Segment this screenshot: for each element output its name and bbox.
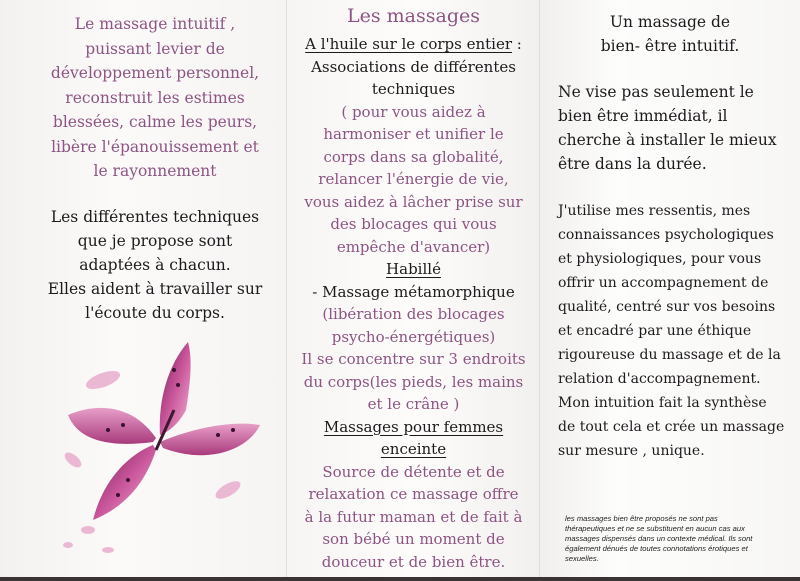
text-line bbox=[287, 168, 540, 191]
text-line bbox=[558, 319, 784, 343]
text-line bbox=[287, 123, 540, 146]
text-line bbox=[30, 205, 280, 229]
line-text: de tout cela et crée un massage bbox=[558, 419, 785, 435]
line-text: et le crâne ) bbox=[367, 395, 460, 413]
line-text: Un massage de bbox=[609, 13, 731, 31]
lower-left-wing bbox=[93, 445, 156, 520]
line-text: cherche à installer le mieux bbox=[558, 131, 777, 149]
text-line bbox=[540, 10, 800, 34]
line-suffix: : bbox=[512, 35, 522, 53]
line-text: adaptées à chacun. bbox=[79, 256, 231, 274]
line-text: relancer l'énergie de vie, bbox=[318, 170, 509, 188]
underlined-heading: enceinte bbox=[380, 440, 447, 458]
text-line bbox=[30, 253, 280, 277]
line-text: Il se concentre sur 3 endroits bbox=[301, 350, 526, 368]
line-text: Ne vise pas seulement le bbox=[558, 83, 754, 101]
text-line bbox=[558, 271, 784, 295]
text-line bbox=[287, 393, 540, 416]
line-text: blessées, calme les peurs, bbox=[52, 113, 258, 131]
massages-list bbox=[287, 33, 540, 573]
line-text: et encadré par une éthique bbox=[558, 323, 752, 339]
line-text: que je propose sont bbox=[77, 232, 233, 250]
text-line bbox=[287, 281, 540, 304]
line-text: Elles aident à travailler sur bbox=[47, 280, 263, 298]
text-line bbox=[30, 277, 280, 301]
text-line bbox=[558, 367, 784, 391]
butterfly-illustration bbox=[48, 330, 278, 560]
text-line bbox=[287, 78, 540, 101]
text-line bbox=[30, 301, 280, 325]
text-line bbox=[30, 37, 280, 62]
text-line bbox=[558, 247, 784, 271]
disclaimer-line: massages dispensés dans un contexte médical. Ils sont bbox=[565, 534, 753, 543]
line-text: techniques bbox=[371, 80, 456, 98]
techniques-text bbox=[30, 205, 280, 325]
line-text: qualité, centré sur vos besoins bbox=[558, 299, 776, 315]
text-line bbox=[287, 146, 540, 169]
line-text: - Massage métamorphique bbox=[312, 282, 515, 301]
text-line bbox=[287, 326, 540, 349]
upper-left-wing bbox=[68, 408, 156, 444]
disclaimer-line: également dénués de toutes connotations érotiques et bbox=[565, 544, 748, 553]
line-text: développement personnel, bbox=[50, 64, 260, 82]
text-line bbox=[287, 506, 540, 529]
line-text: connaissances psychologiques bbox=[558, 227, 774, 243]
line-text: à la futur maman et de fait à bbox=[304, 507, 523, 526]
line-text: relaxation ce massage offre bbox=[308, 485, 519, 503]
line-text: le rayonnement bbox=[93, 162, 217, 180]
petals bbox=[62, 367, 243, 553]
line-text: des blocages qui vous bbox=[330, 215, 497, 233]
text-line bbox=[287, 438, 540, 461]
text-line bbox=[30, 110, 280, 135]
line-text: Les différentes techniques bbox=[50, 208, 260, 226]
text-line bbox=[558, 391, 784, 415]
text-line bbox=[30, 135, 280, 160]
disclaimer-line: les massages bien être proposés ne sont pas bbox=[565, 514, 718, 523]
disclaimer-line: thérapeutiques et ne se substituent en aucun cas aux bbox=[565, 524, 745, 533]
text-line bbox=[287, 191, 540, 214]
text-line bbox=[287, 483, 540, 506]
underlined-heading: Massages pour femmes bbox=[323, 417, 504, 436]
disclaimer-line: sexuelles. bbox=[565, 554, 599, 563]
approach-text bbox=[558, 199, 784, 463]
text-line bbox=[287, 461, 540, 484]
text-line bbox=[287, 551, 540, 574]
scan-edge bbox=[0, 577, 800, 581]
line-text: offrir un accompagnement de bbox=[558, 275, 769, 291]
right-title bbox=[540, 10, 800, 58]
line-text: bien être immédiat, il bbox=[558, 107, 728, 125]
text-line bbox=[558, 104, 777, 128]
text-line bbox=[558, 223, 784, 247]
line-text: être dans la durée. bbox=[558, 155, 707, 173]
line-text: Le massage intuitif , bbox=[74, 15, 236, 33]
line-text: douceur et de bien être. bbox=[321, 552, 506, 571]
line-text: harmoniser et unifier le bbox=[323, 125, 504, 143]
line-text: ( pour vous aidez à bbox=[341, 102, 486, 121]
text-line bbox=[558, 199, 784, 223]
text-line bbox=[30, 86, 280, 111]
line-text: vous aidez à lâcher prise sur bbox=[304, 192, 523, 211]
line-text: psycho-énergétiques) bbox=[331, 327, 496, 346]
upper-right-wing bbox=[160, 342, 191, 435]
left-panel bbox=[0, 0, 287, 577]
line-text: (libération des blocages bbox=[322, 305, 505, 323]
line-text: Associations de différentes bbox=[311, 57, 516, 76]
text-line bbox=[558, 295, 784, 319]
line-text: du corps(les pieds, les mains bbox=[303, 372, 524, 391]
text-line bbox=[287, 371, 540, 394]
line-text: son bébé un moment de bbox=[322, 530, 505, 548]
text-line bbox=[287, 101, 540, 124]
text-line bbox=[558, 80, 777, 104]
line-text: rigoureuse du massage et de la bbox=[558, 347, 781, 363]
text-line bbox=[287, 236, 540, 259]
lower-right-wing bbox=[160, 424, 260, 456]
text-line bbox=[287, 528, 540, 551]
line-text: puissant levier de bbox=[85, 39, 225, 58]
text-line bbox=[558, 152, 777, 176]
line-text: reconstruit les estimes bbox=[65, 88, 245, 107]
line-text: l'écoute du corps. bbox=[85, 304, 225, 322]
text-line bbox=[558, 439, 784, 463]
aim-text bbox=[558, 80, 777, 176]
line-text: relation d'accompagnement. bbox=[558, 371, 761, 387]
line-text: sur mesure , unique. bbox=[558, 443, 705, 459]
line-text: J'utilise mes ressentis, mes bbox=[558, 203, 751, 219]
text-line bbox=[30, 12, 280, 37]
text-line bbox=[287, 303, 540, 326]
text-line bbox=[287, 213, 540, 236]
text-line bbox=[30, 159, 280, 184]
text-line bbox=[558, 128, 777, 152]
intro-text bbox=[30, 12, 280, 184]
text-line bbox=[558, 415, 784, 439]
disclaimer bbox=[565, 514, 752, 564]
text-line bbox=[287, 348, 540, 371]
section-title: Les massages bbox=[347, 5, 480, 27]
line-text: Source de détente et de bbox=[322, 462, 505, 481]
text-line bbox=[30, 229, 280, 253]
line-text: et physiologiques, pour vous bbox=[558, 251, 762, 267]
text-line bbox=[287, 258, 540, 281]
line-text: bien- être intuitif. bbox=[600, 37, 740, 55]
right-panel bbox=[540, 0, 800, 577]
text-line bbox=[30, 61, 280, 86]
text-line bbox=[287, 56, 540, 79]
text-line bbox=[540, 34, 800, 58]
line-text: empêche d'avancer) bbox=[336, 237, 491, 256]
text-line bbox=[287, 33, 540, 56]
underlined-heading: A l'huile sur le corps entier bbox=[305, 35, 513, 53]
line-text: libère l'épanouissement et bbox=[51, 137, 259, 156]
underlined-heading: Habillé bbox=[386, 260, 441, 278]
text-line bbox=[287, 416, 540, 439]
line-text: corps dans sa globalité, bbox=[323, 147, 504, 166]
line-text: Mon intuition fait la synthèse bbox=[558, 395, 767, 411]
middle-panel bbox=[287, 0, 540, 577]
text-line bbox=[558, 343, 784, 367]
